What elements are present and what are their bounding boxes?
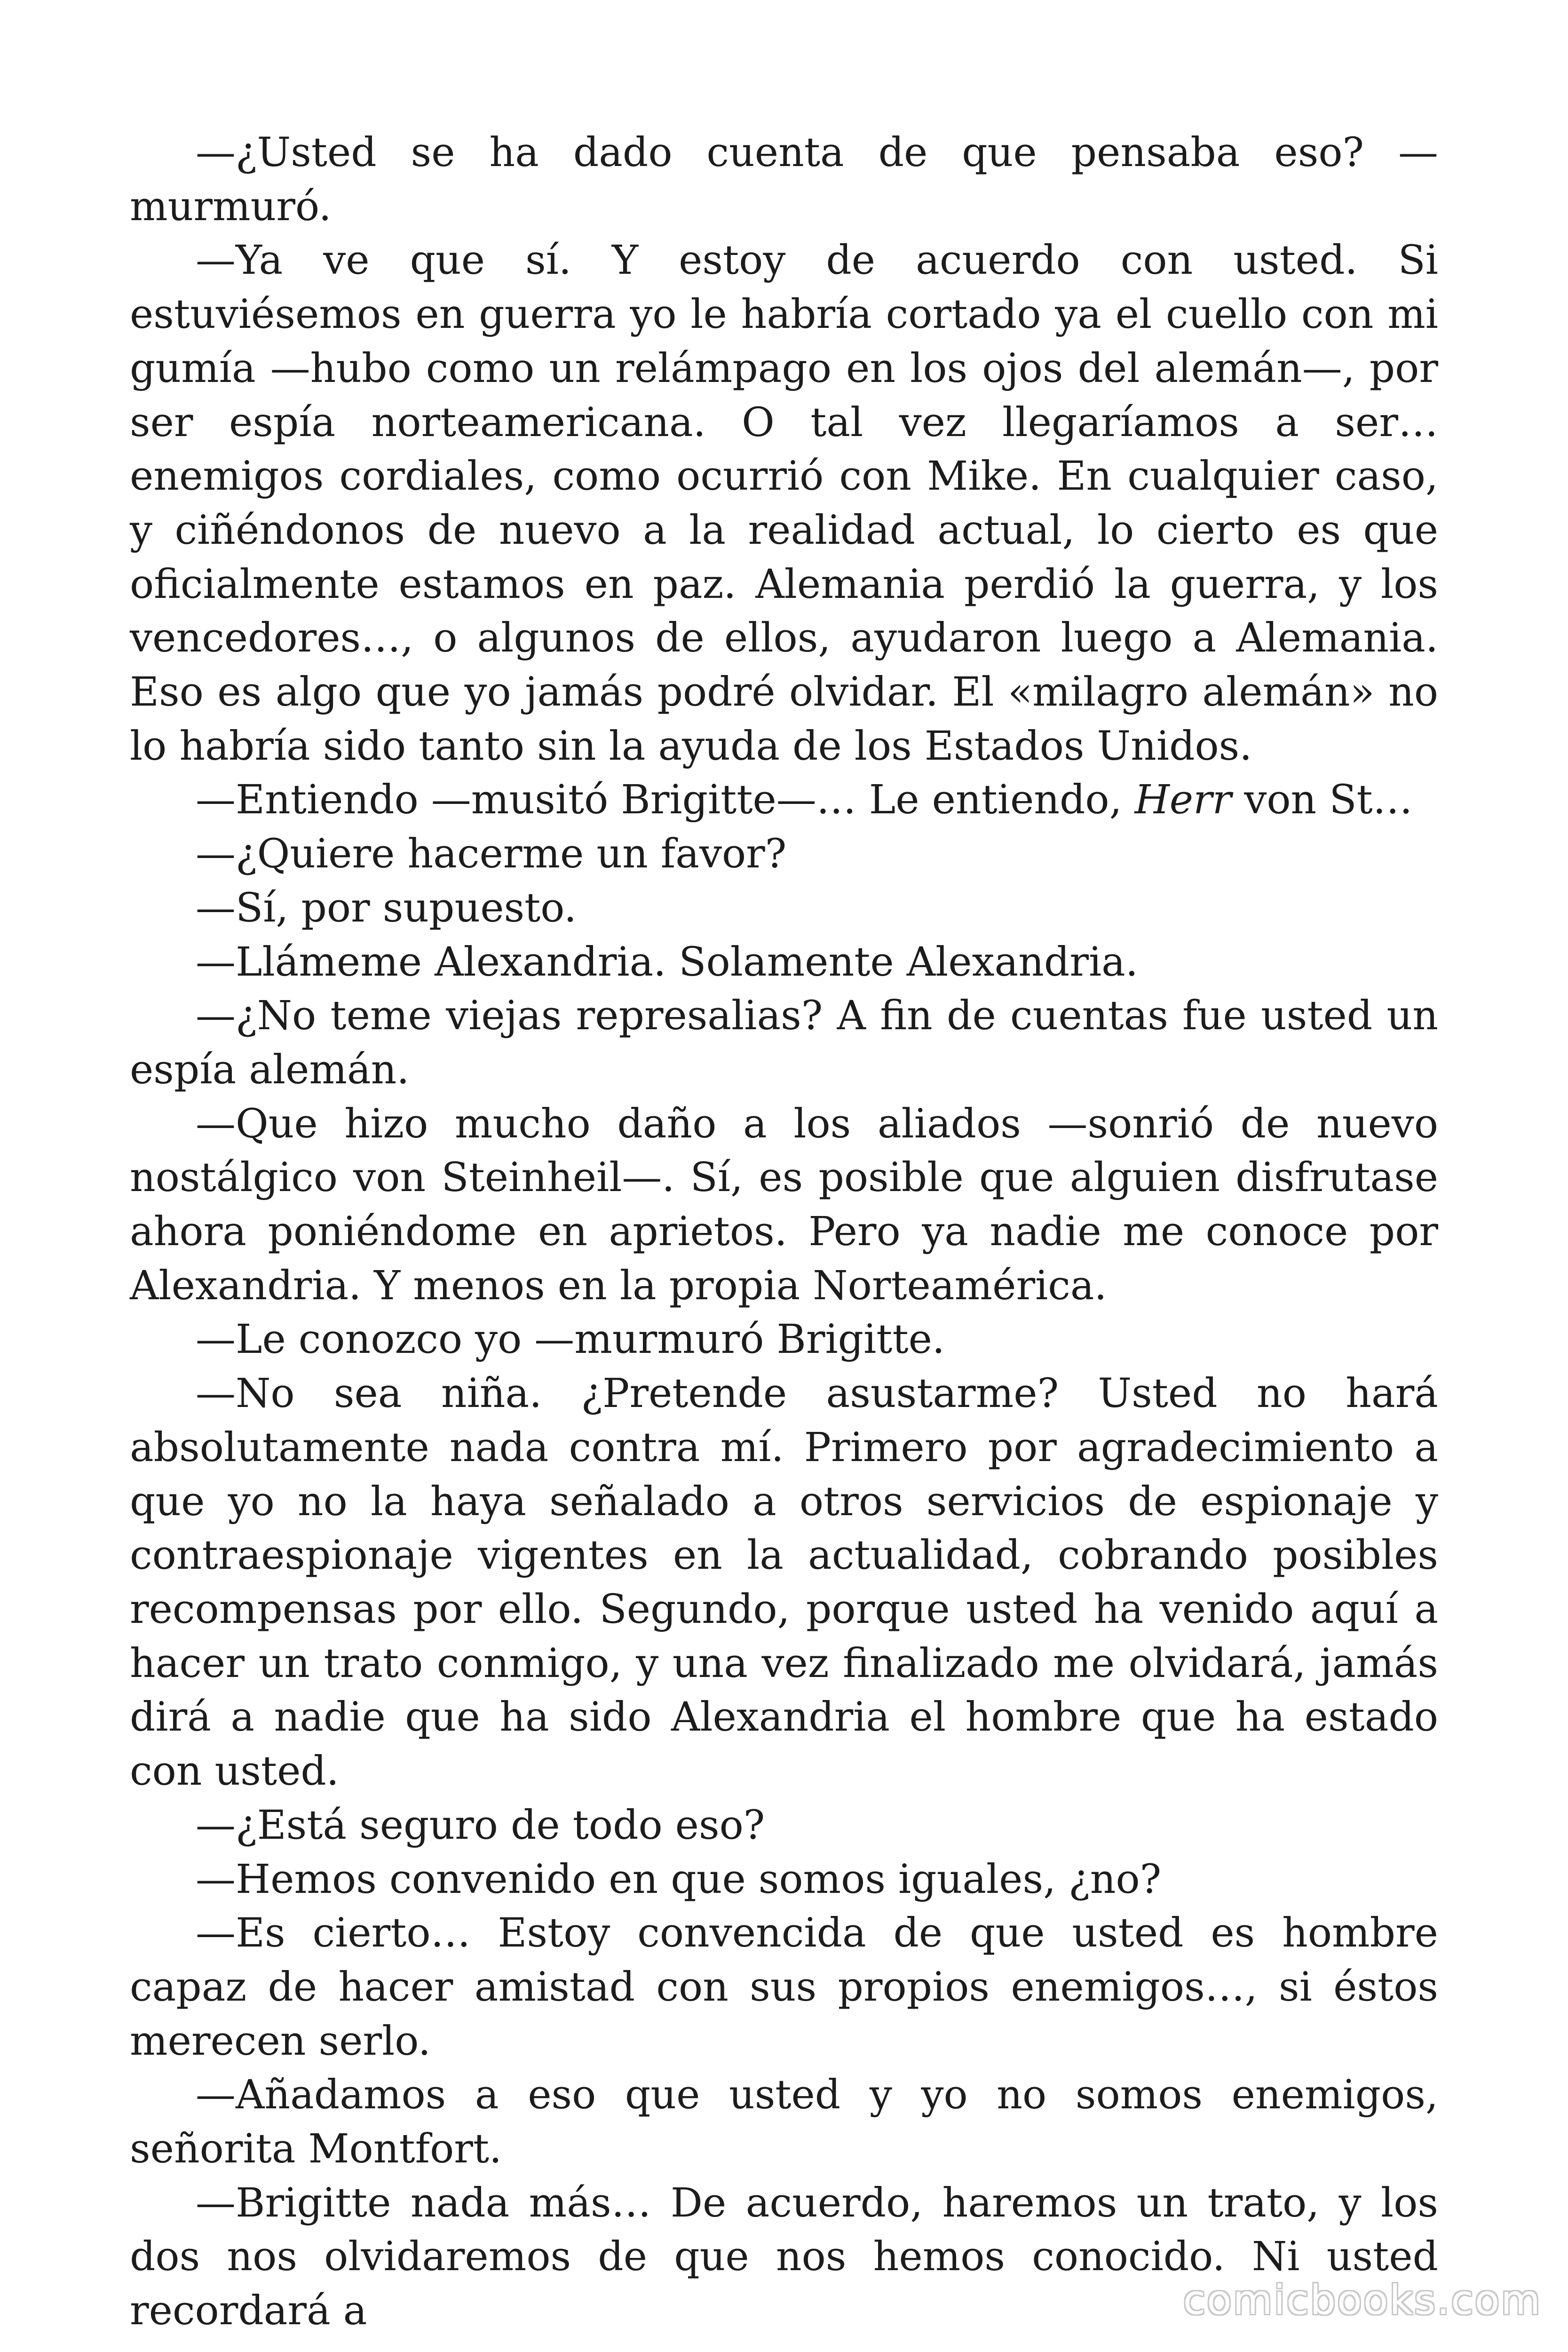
text-run: —¿Usted se ha dado cuenta de que pensaba eso? —murmuró. — [130, 129, 1438, 230]
text-run: —Añadamos a eso que usted y yo no somos enemigos, señorita Montfort. — [130, 2072, 1438, 2173]
text-run: —Ya ve que sí. Y estoy de acuerdo con usted. Si estuviésemos en guerra yo le habría cortado ya el cuello con mi gumía —hubo como un relámpago en los ojos del alemán—, por ser espía norteamericana. O tal vez llegaríamos a ser… enemigos cordiales, como ocurrió con Mike. En cualquier caso, y ciñéndonos de nuevo a la realidad actual, lo cierto es que oficialmente estamos en paz. Alemania perdió la guerra, y los vencedores…, o algunos de ellos, ayudaron luego a Alemania. Eso es algo que yo jamás podré olvidar. El «milagro alemán» no lo habría sido tanto sin la ayuda de los Estados Unidos. — [130, 237, 1438, 770]
text-run: —¿Está seguro de todo eso? — [196, 1802, 765, 1849]
paragraph — [130, 1853, 1438, 1907]
text-run: —Brigitte nada más… De acuerdo, haremos un trato, y los dos nos olvidaremos de que nos hemos conocido. Ni usted recordará a — [130, 2179, 1438, 2335]
text-run: —Hemos convenido en que somos iguales, ¿no? — [196, 1856, 1162, 1903]
italic-text-run: Herr — [1134, 777, 1232, 824]
text-run: —Le conozco yo —murmuró Brigitte. — [196, 1316, 945, 1363]
text-run: von St… — [1231, 777, 1413, 824]
paragraph — [130, 126, 1438, 234]
paragraph — [130, 773, 1438, 827]
text-run: —Es cierto… Estoy convencida de que usted es hombre capaz de hacer amistad con sus propios enemigos…, si éstos merecen serlo. — [130, 1910, 1438, 2065]
paragraph — [130, 882, 1438, 936]
paragraph — [130, 989, 1438, 1097]
text-run: —Entiendo —musitó Brigitte—… Le entiendo, — [196, 777, 1135, 824]
text-run: —Que hizo mucho daño a los aliados —sonrió de nuevo nostálgico von Steinheil—. Sí, es posible que alguien disfrutase ahora poniéndome en aprietos. Pero ya nadie me conoce por Alexandria. Y menos en la propia Norteamérica. — [130, 1100, 1438, 1309]
paragraph — [130, 1907, 1438, 2068]
paragraph — [130, 2068, 1438, 2176]
text-run: —¿Quiere hacerme un favor? — [196, 831, 787, 878]
text-run: —Sí, por supuesto. — [196, 884, 577, 931]
paragraph — [130, 1367, 1438, 1799]
paragraph — [130, 1799, 1438, 1853]
paragraph — [130, 1313, 1438, 1367]
watermark: comicbooks.com — [1183, 2277, 1542, 2324]
paragraph — [130, 1097, 1438, 1313]
text-run: —Llámeme Alexandria. Solamente Alexandria. — [196, 938, 1138, 985]
text-run: —No sea niña. ¿Pretende asustarme? Usted no hará absolutamente nada contra mí. Primero por agradecimiento a que yo no la haya señalado a otros servicios de espionaje y contraespionaje vigentes en la actualidad, cobrando posibles recompensas por ello. Segundo, porque usted ha venido aquí a hacer un trato conmigo, y una vez finalizado me olvidará, jamás dirá a nadie que ha sido Alexandria el hombre que ha estado con usted. — [130, 1370, 1438, 1795]
paragraph — [130, 827, 1438, 882]
paragraph — [130, 234, 1438, 773]
paragraph — [130, 936, 1438, 990]
page-body — [130, 126, 1438, 2338]
text-run: —¿No teme viejas represalias? A fin de cuentas fue usted un espía alemán. — [130, 993, 1438, 1093]
